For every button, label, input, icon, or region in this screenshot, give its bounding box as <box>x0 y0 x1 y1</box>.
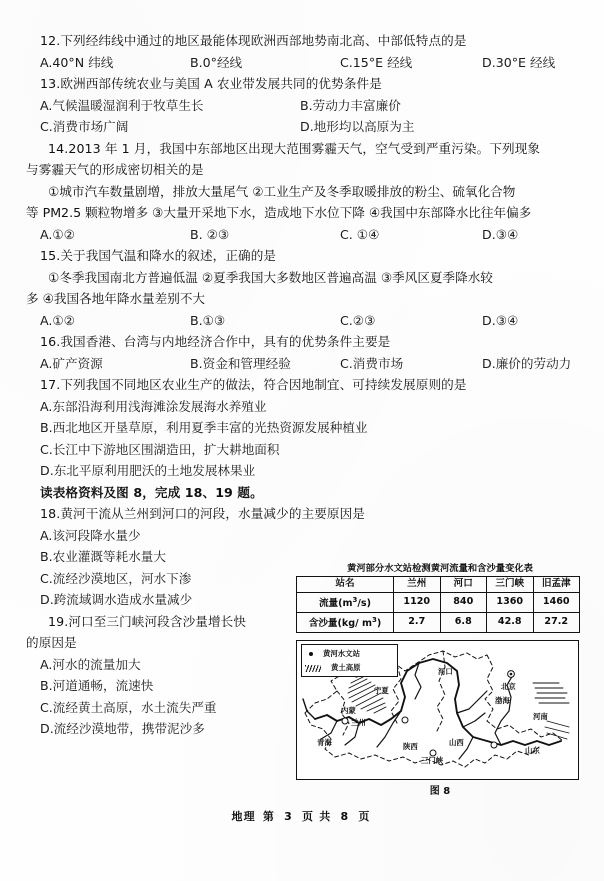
question-12-options <box>26 52 578 74</box>
table-row-header <box>297 577 580 593</box>
page-footer <box>0 808 604 824</box>
table-cell-station-3: 旧孟津 <box>533 577 580 593</box>
table-cell-sediment-0: 2.7 <box>394 613 441 633</box>
map-label-lanzhou: 兰州 <box>351 718 366 728</box>
question-19-stem-line-2: 的原因是 <box>26 635 77 650</box>
legend-row-station <box>305 647 397 661</box>
reading-instruction: 读表格资料及图 8，完成 18、19 题。 <box>40 484 263 500</box>
table-cell-flow-2: 1360 <box>487 593 534 613</box>
footer-total-pages: 8 <box>340 810 350 823</box>
map-label-ningxia: 宁夏 <box>374 686 389 696</box>
question-17-option-d[interactable]: D.东北平原利用肥沃的土地发展林果业 <box>40 463 256 478</box>
question-13-option-d[interactable]: D.地形均以高原为主 <box>300 119 415 134</box>
question-16-option-a[interactable]: A.矿产资源 <box>40 355 103 371</box>
question-18-stem: 18.黄河干流从兰州到河口的河段，水量减少的主要原因是 <box>40 506 365 521</box>
table-cell-sediment-1: 6.8 <box>440 613 487 633</box>
question-13-option-c[interactable]: C.消费市场广阔 <box>40 119 129 134</box>
table-cell-station-0: 兰州 <box>394 577 441 593</box>
legend-label-station: 黄河水文站 <box>323 649 360 659</box>
table-cell-flow-3: 1460 <box>533 593 580 613</box>
map-label-qinghai: 青海 <box>317 738 332 748</box>
question-16-options <box>26 353 578 375</box>
footer-page-number: 3 <box>284 810 293 823</box>
map-label-shandong: 山东 <box>525 746 540 756</box>
question-15-stem: 15.关于我国气温和降水的叙述，正确的是 <box>40 248 277 263</box>
footer-middle: 页 共 <box>302 810 332 823</box>
map-label-shaanxi: 陕西 <box>403 742 418 752</box>
question-12-option-b[interactable]: B.0°经线 <box>190 54 243 70</box>
table-cell-sediment-3: 27.2 <box>533 613 580 633</box>
question-12-option-a[interactable]: A.40°N 纬线 <box>40 54 114 70</box>
table-header-flow: 流量$(m^3/s)$ <box>297 593 394 613</box>
table-cell-flow-1: 840 <box>440 593 487 613</box>
question-16-option-d[interactable]: D.廉价的劳动力 <box>482 355 572 371</box>
map-label-henan: 河南 <box>533 712 548 722</box>
question-12-option-d[interactable]: D.30°E 经线 <box>482 54 556 70</box>
question-16-option-c[interactable]: C.消费市场 <box>340 355 404 371</box>
question-14-option-a[interactable]: A.①② <box>40 226 75 242</box>
table-row-flow <box>297 593 580 613</box>
question-13-options-row-1 <box>26 95 578 117</box>
map-legend <box>301 644 398 677</box>
table-row-sediment <box>297 613 580 633</box>
question-17-option-a[interactable]: A.东部沿海利用浅海滩涂发展海水养殖业 <box>40 398 267 414</box>
question-15-option-a[interactable]: A.①② <box>40 312 75 328</box>
question-19-option-a[interactable]: A.河水的流量加大 <box>40 656 141 672</box>
legend-row-loess <box>305 661 397 675</box>
question-19-option-c[interactable]: C.流经黄土高原，水土流失严重 <box>40 699 217 715</box>
table-title: 黄河部分水文站检测黄河流量和含沙量变化表 <box>347 563 533 574</box>
table-header-sediment: 含沙量(kg/ $m^3$) <box>297 613 394 633</box>
station-dot-icon <box>309 652 313 656</box>
question-15-statements-line-2: 多 ④我国各地年降水量差别不大 <box>26 291 206 306</box>
question-16-stem: 16.我国香港、台湾与内地经济合作中，具有的优势条件主要是 <box>40 334 391 349</box>
question-14-option-c[interactable]: C. ①④ <box>340 226 380 242</box>
table-cell-flow-0: 1120 <box>394 593 441 613</box>
question-17-option-b[interactable]: B.西北地区开垦草原，利用夏季丰富的光热资源发展种植业 <box>40 420 368 435</box>
question-13-option-a[interactable]: A.气候温暖湿润利于牧草生长 <box>40 97 204 113</box>
question-14-options <box>26 224 578 246</box>
question-18-option-c[interactable]: C.流经沙漠地区，河水下渗 <box>40 570 192 586</box>
question-15-statements-line-1: ①冬季我国南北方普遍低温 ②夏季我国大多数地区普遍高温 ③季风区夏季降水较 <box>48 269 493 285</box>
question-18-option-a[interactable]: A.该河段降水量少 <box>40 527 141 543</box>
footer-subject: 地理 <box>231 810 256 823</box>
map-label-neimeng: 内蒙 <box>341 706 356 716</box>
question-17-stem: 17.下列我国不同地区农业生产的做法，符合因地制宜、可持续发展原则的是 <box>40 377 467 392</box>
table-cell-sediment-2: 42.8 <box>487 613 534 633</box>
question-13-options-row-2 <box>26 116 578 138</box>
figure-8-block <box>296 560 584 797</box>
map-label-beijing: 北京 <box>501 682 516 692</box>
map-label-hekou: 河口 <box>438 667 453 677</box>
hydrology-data-table <box>296 576 580 633</box>
question-12-stem: 12.下列经纬线中通过的地区最能体现欧洲西部地势南北高、中部低特点的是 <box>40 33 467 48</box>
question-13-stem: 13.欧洲西部传统农业与美国 A 农业带发展共同的优势条件是 <box>40 76 382 91</box>
map-label-sanmenxia: 三门峡 <box>421 756 444 766</box>
figure-caption: 图 8 <box>429 786 451 798</box>
question-14-stem-line-2: 与雾霾天气的形成密切相关的是 <box>26 162 204 177</box>
question-18-option-d[interactable]: D.跨流域调水造成水量减少 <box>40 592 193 607</box>
map-label-shanxi: 山西 <box>449 738 464 748</box>
loess-hatch-icon <box>305 665 321 672</box>
map-label-bohai: 渤海 <box>495 696 510 706</box>
question-16-option-b[interactable]: B.资金和管理经验 <box>190 355 291 371</box>
question-18-option-b[interactable]: B.农业灌溉等耗水量大 <box>40 549 166 564</box>
legend-label-loess: 黄土高原 <box>331 663 361 673</box>
footer-prefix: 第 <box>262 810 276 823</box>
question-19-stem-line-1: 19.河口至三门峡河段含沙量增长快 <box>48 613 247 629</box>
question-14-option-b[interactable]: B. ②③ <box>190 226 230 242</box>
question-19-option-b[interactable]: B.河道通畅，流速快 <box>40 678 154 693</box>
question-17-option-c[interactable]: C.长江中下游地区围湖造田，扩大耕地面积 <box>40 441 280 457</box>
question-15-option-b[interactable]: B.①③ <box>190 312 226 328</box>
table-cell-station-2: 三门峡 <box>487 577 534 593</box>
question-14-statements-line-1: ①城市汽车数量剧增，排放大量尾气 ②工业生产及冬季取暖排放的粉尘、硫氧化合物 <box>48 183 516 199</box>
question-14-option-d[interactable]: D.③④ <box>482 226 519 242</box>
question-12-option-c[interactable]: C.15°E 经线 <box>340 54 413 70</box>
question-13-option-b[interactable]: B.劳动力丰富廉价 <box>300 97 401 113</box>
table-cell-station-1: 河口 <box>440 577 487 593</box>
question-19-option-d[interactable]: D.流经沙漠地带，携带泥沙多 <box>40 721 205 736</box>
question-14-statements-line-2: 等 PM2.5 颗粒物增多 ③大量开采地下水，造成地下水位下降 ④我国中东部降水比往年偏多 <box>26 205 532 220</box>
footer-suffix: 页 <box>358 810 371 823</box>
question-15-option-c[interactable]: C.②③ <box>340 312 376 328</box>
yellow-river-map <box>296 640 579 780</box>
table-header-station: 站名 <box>297 577 394 593</box>
question-14-stem-line-1: 14.2013 年 1 月，我国中东部地区出现大范围雾霾天气，空气受到严重污染。下列现象 <box>48 140 541 156</box>
question-15-options <box>26 310 578 332</box>
question-15-option-d[interactable]: D.③④ <box>482 312 519 328</box>
